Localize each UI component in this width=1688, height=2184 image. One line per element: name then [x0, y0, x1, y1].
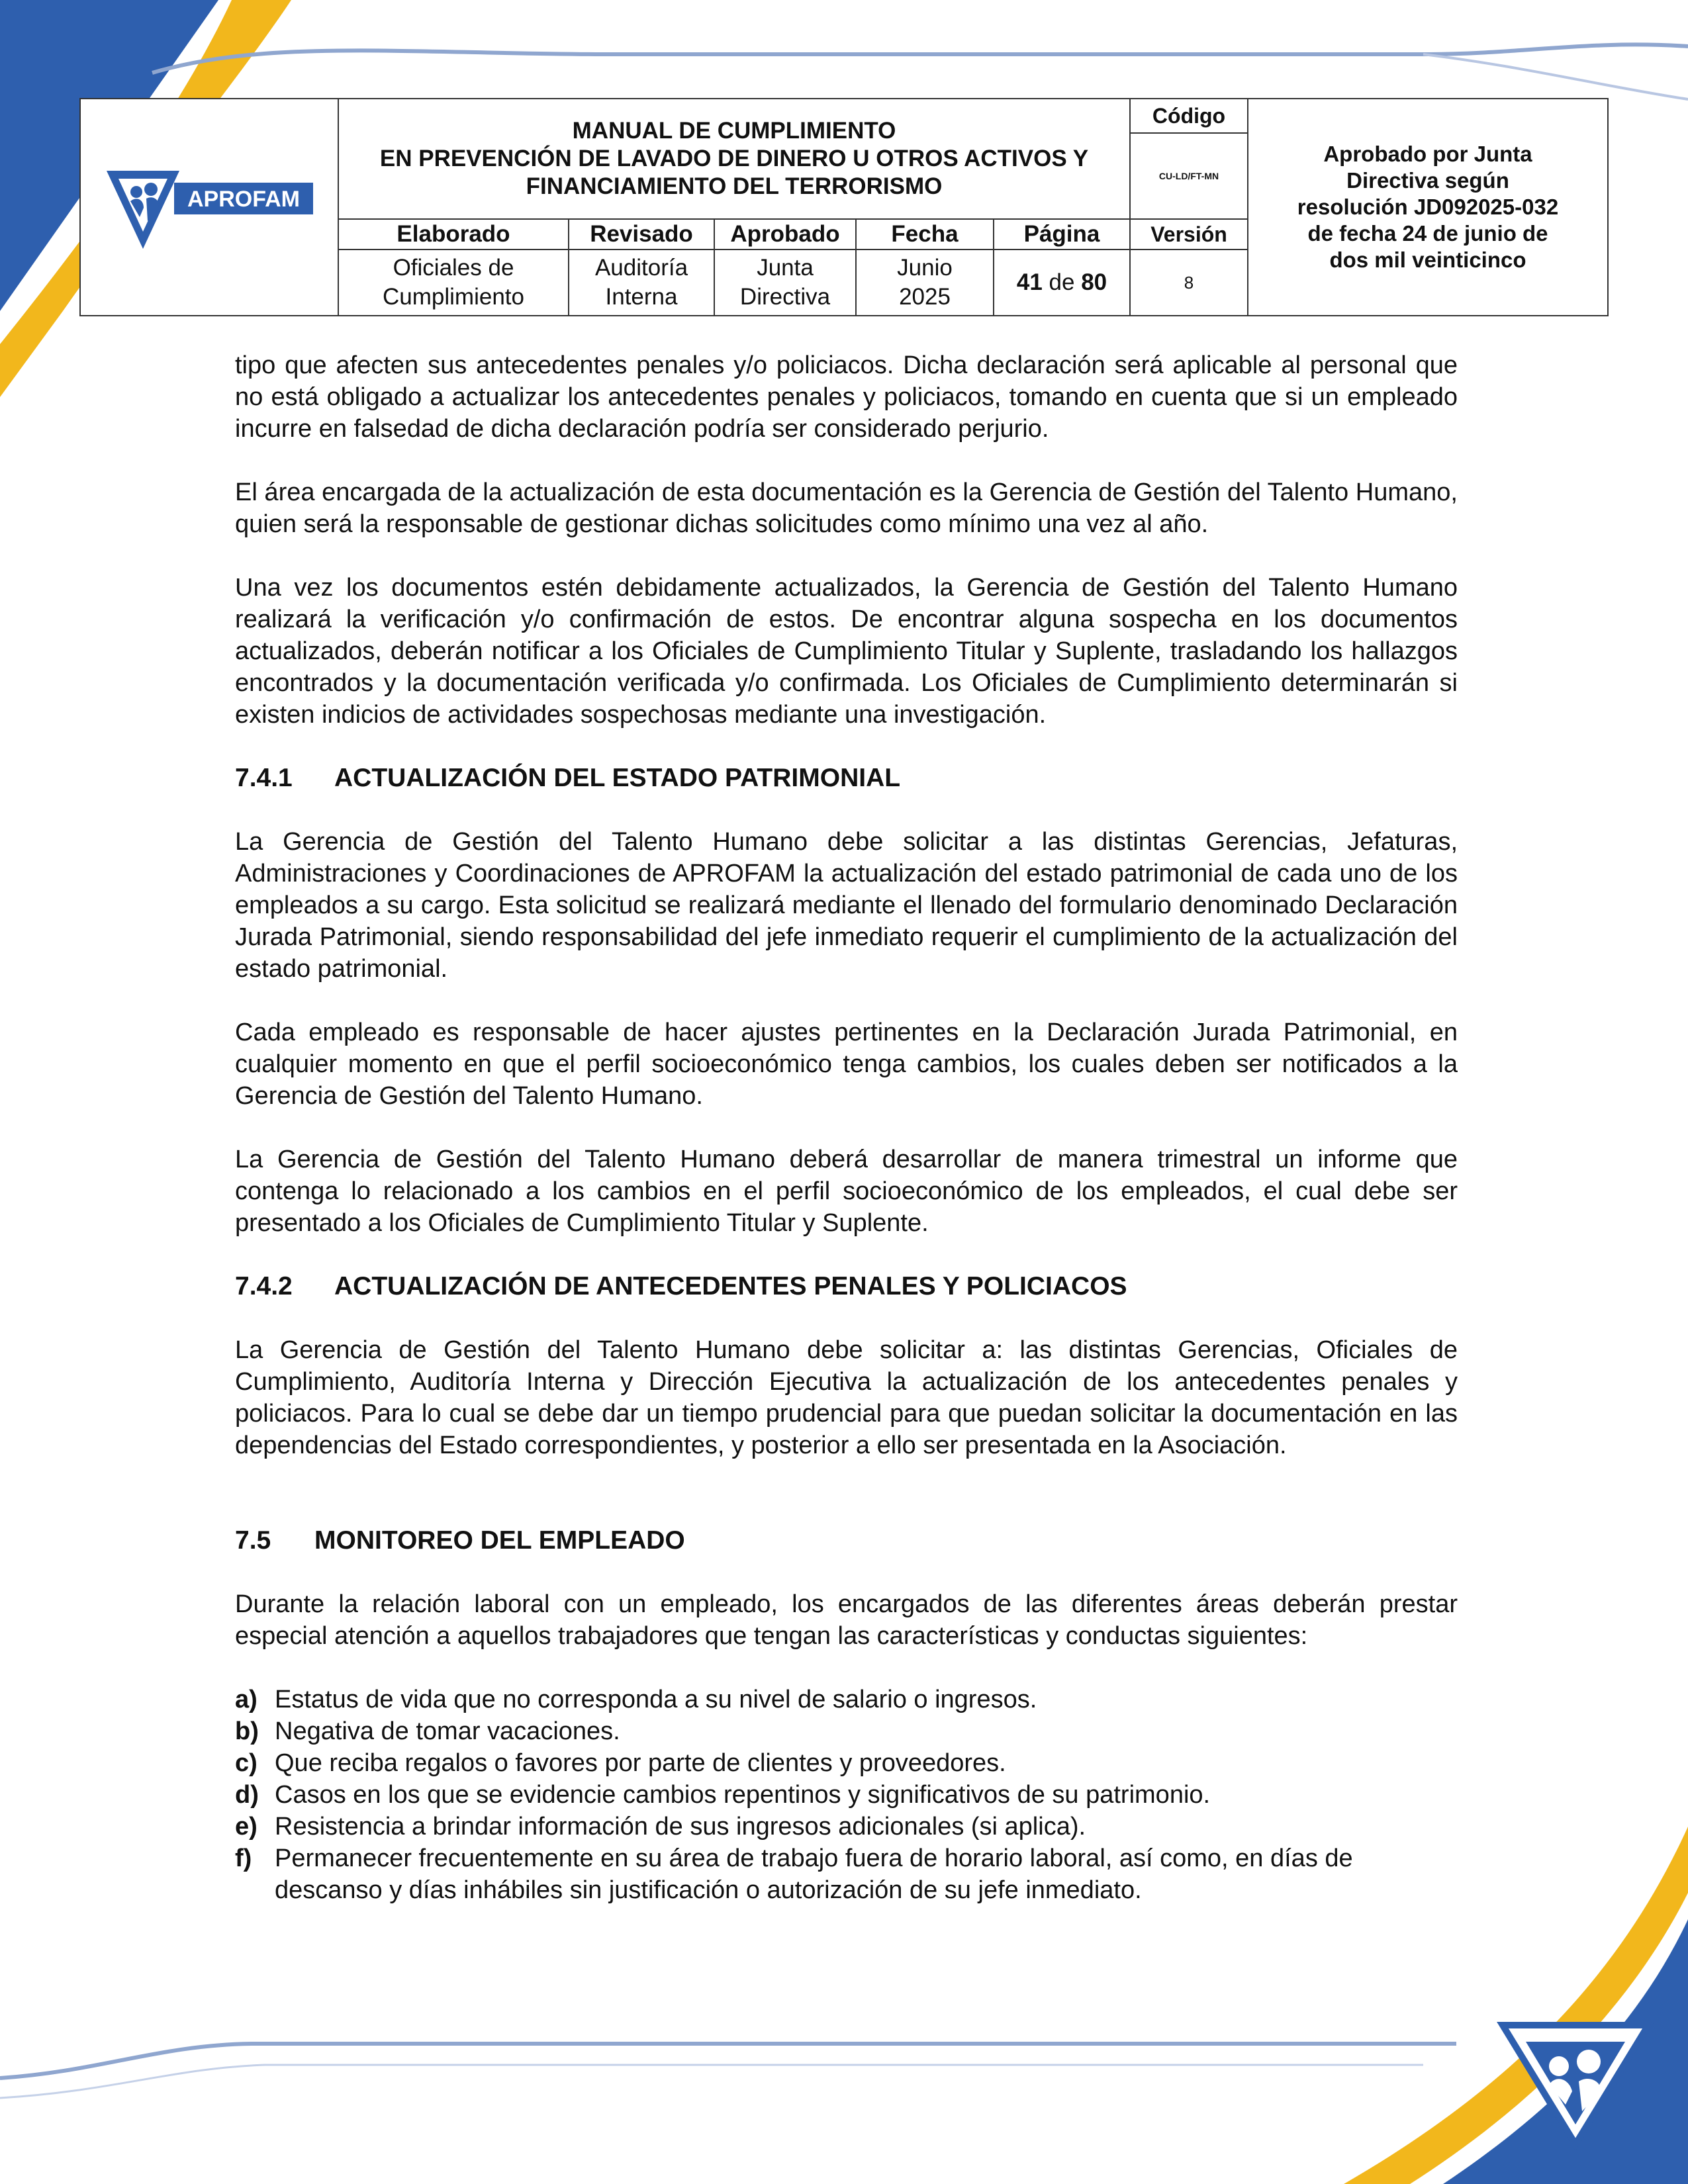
paragraph: La Gerencia de Gestión del Talento Humano debe solicitar a las distintas Gerencias, Jefaturas, Administraciones y Coordinaciones de APROFAM la actualización del estado patrimonial de cada uno de los empleados a su cargo. Esta solicitud se realizará mediante el llenado del formulario denominado Declaración Jurada Patrimonial, siendo responsabilidad del jefe inmediato requerir el cumplimiento de la actualización del estado patrimonial.	[235, 828, 1458, 983]
section-title: MONITOREO DEL EMPLEADO	[314, 1526, 685, 1555]
value-elaborado: Oficiales de Cumplimiento	[338, 250, 569, 316]
aprofam-logo	[85, 158, 334, 257]
code-label: Código	[1131, 99, 1247, 134]
paragraph: La Gerencia de Gestión del Talento Humano debe solicitar a: las distintas Gerencias, Oficiales de Cumplimiento, Auditoría Interna y Dirección Ejecutiva la actualización de los antecedentes penales y policiacos. Para lo cual se debe dar un tiempo prudencial para que puedan solicitar la documentación en las dependencias del Estado correspondientes, y posterior a ello ser presentada en la Asociación.	[235, 1336, 1458, 1459]
version-number: 8	[1130, 250, 1248, 316]
paragraph: Durante la relación laboral con un empleado, los encargados de las diferentes áreas deberán prestar especial atención a aquellos trabajadores que tengan las características y conductas siguientes:	[235, 1590, 1458, 1650]
list-item: e) Resistencia a brindar información de sus ingresos adicionales (si aplica).	[235, 1813, 1086, 1841]
paragraph: Una vez los documentos estén debidamente actualizados, la Gerencia de Gestión del Talento Humano realizará la verificación y/o confirmación de estos. De encontrar alguna sospecha en los documentos actualizados, deberán notificar a los Oficiales de Cumplimiento Titular y Suplente, trasladando los hallazgos encontrados y la documentación verificada y/o confirmada. Los Oficiales de Cumplimiento determinarán si existen indicios de actividades sospechosas mediante una investigación.	[235, 574, 1458, 729]
section-heading-7-5	[235, 1525, 1458, 1557]
value-fecha: Junio 2025	[856, 250, 994, 316]
list-item: d) Casos en los que se evidencie cambios repentinos y significativos de su patrimonio.	[235, 1781, 1211, 1809]
top-rule-line-2	[1423, 54, 1688, 99]
section-number: 7.4.1	[235, 764, 293, 792]
code-value: CU-LD/FT-MN	[1158, 171, 1219, 181]
bottom-rule-line	[0, 2044, 1456, 2078]
section-heading-7-4-2	[235, 1271, 1458, 1302]
paragraph: Cada empleado es responsable de hacer ajustes pertinentes en la Declaración Jurada Patrimonial, en cualquier momento en que el perfil socioeconómico tenga cambios, los cuales deben ser notificados a la Gerencia de Gestión del Talento Humano.	[235, 1019, 1458, 1110]
code-cell	[1130, 99, 1248, 219]
section-title: ACTUALIZACIÓN DEL ESTADO PATRIMONIAL	[334, 764, 901, 792]
col-elaborado: Elaborado	[338, 219, 569, 250]
list-item: b) Negativa de tomar vacaciones.	[235, 1717, 620, 1745]
col-fecha: Fecha	[856, 219, 994, 250]
paragraph: La Gerencia de Gestión del Talento Humano deberá desarrollar de manera trimestral un informe que contenga lo relacionado a los cambios en el perfil socioeconómico de los empleados, el cual debe ser presentado a los Oficiales de Cumplimiento Titular y Suplente.	[235, 1146, 1458, 1237]
document-title: MANUAL DE CUMPLIMIENTO EN PREVENCIÓN DE LAVADO DE DINERO U OTROS ACTIVOS Y FINANCIAMIENTO DEL TERRORISMO	[338, 99, 1130, 219]
value-aprobado: Junta Directiva	[714, 250, 856, 316]
value-revisado: Auditoría Interna	[569, 250, 714, 316]
section-number: 7.5	[235, 1526, 271, 1555]
monitoring-list	[235, 1684, 1458, 1906]
paragraph: tipo que afecten sus antecedentes penales y/o policiacos. Dicha declaración será aplicable al personal que no está obligado a actualizar los antecedentes penales y policiacos, tomando en cuenta que si un empleado incurre en falsedad de dicha declaración podría ser considerado perjurio.	[235, 351, 1458, 443]
document-header-table	[79, 98, 1609, 316]
list-item: f) Permanecer frecuentemente en su área de trabajo fuera de horario laboral, así como, en días de descanso y días inhábiles sin justificación o autorización de su jefe inmediato.	[235, 1844, 1353, 1904]
col-aprobado: Aprobado	[714, 219, 856, 250]
document-body	[235, 349, 1458, 1906]
paragraph: El área encargada de la actualización de esta documentación es la Gerencia de Gestión del Talento Humano, quien será la responsable de gestionar dichas solicitudes como mínimo una vez al año.	[235, 478, 1458, 538]
section-heading-7-4-1	[235, 762, 1458, 794]
list-item: a) Estatus de vida que no corresponda a su nivel de salario o ingresos.	[235, 1686, 1037, 1713]
page-number: 41 de 80	[994, 250, 1130, 316]
col-version: Versión	[1130, 219, 1248, 250]
section-title: ACTUALIZACIÓN DE ANTECEDENTES PENALES Y POLICIACOS	[334, 1272, 1127, 1300]
bottom-rule-line-2	[0, 2065, 1423, 2098]
list-item: c) Que reciba regalos o favores por parte de clientes y proveedores.	[235, 1749, 1006, 1777]
col-pagina: Página	[994, 219, 1130, 250]
logo-cell	[80, 99, 338, 316]
col-revisado: Revisado	[569, 219, 714, 250]
section-number: 7.4.2	[235, 1272, 293, 1300]
svg-text:APROFAM: APROFAM	[187, 187, 300, 212]
approval-note: Aprobado por Junta Directiva según resolución JD092025-032 de fecha 24 de junio de dos mil veinticinco	[1248, 99, 1608, 316]
